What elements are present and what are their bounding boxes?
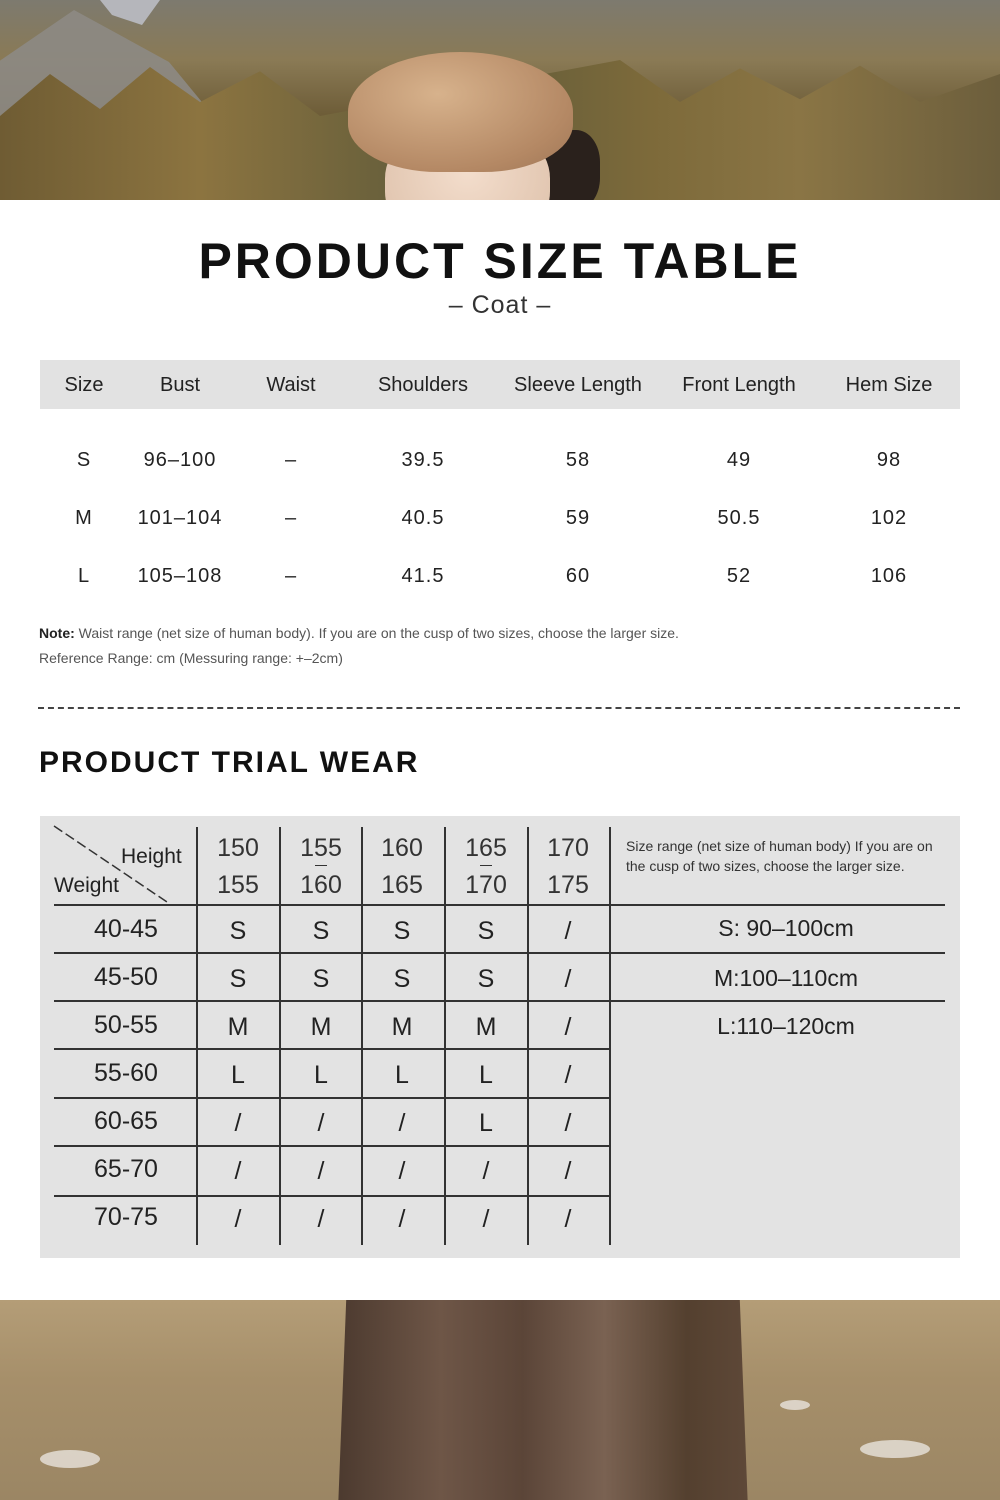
beret-hat [348,52,573,172]
size-cell: M [227,1013,249,1041]
size-table-header [40,360,960,409]
grid-line [54,1000,945,1002]
size-cell: / [482,1205,490,1233]
note-label: Note: [39,625,75,641]
weight-60-65: 60-65 [94,1107,158,1135]
size-cell: M [475,1013,497,1041]
size-cell: S [312,965,330,993]
height-min: 155 [300,834,342,862]
header-hem-size: Hem Size [845,374,933,396]
size-cell: / [234,1205,242,1233]
weight-axis-label: Weight [54,874,119,897]
grid-line [54,1145,610,1147]
header-sleeve-length: Sleeve Length [514,374,642,396]
table-row [40,449,960,479]
size-cell: M [391,1013,413,1041]
size-cell: L [231,1061,245,1089]
footer-photo [0,1300,1000,1500]
size-cell: / [398,1109,406,1137]
cell-waist: – [284,507,298,529]
size-cell: S [312,917,330,945]
height-min: 160 [381,834,423,862]
leather-skirt [338,1300,748,1500]
size-cell: L [314,1061,328,1089]
cell-shoulders: 39.5 [401,449,445,471]
cell-shoulders: 41.5 [401,565,445,587]
size-cell: / [234,1109,242,1137]
height-col-165-170 [445,830,527,904]
height-max: 170 [465,871,507,899]
cell-bust: 101–104 [137,507,223,529]
cell-size: L [77,565,91,587]
grid-line [54,1195,610,1197]
size-cell: / [564,1061,572,1089]
size-cell: / [564,1157,572,1185]
size-cell: / [317,1109,325,1137]
size-cell: / [564,917,572,945]
mountain-snow [100,0,160,25]
cell-hem: 106 [870,565,908,587]
weight-70-75: 70-75 [94,1203,158,1231]
pebble [860,1440,930,1458]
cell-waist: – [284,565,298,587]
pebble [40,1450,100,1468]
size-cell: L [395,1061,409,1089]
size-cell: S [229,917,247,945]
cell-size: S [76,449,92,471]
header-shoulders: Shoulders [377,374,469,396]
height-axis-label: Height [121,845,182,868]
height-max: 160 [300,871,342,899]
cell-sleeve: 58 [565,449,591,471]
weight-40-45: 40-45 [94,915,158,943]
height-min: 170 [547,834,589,862]
cell-hem: 102 [870,507,908,529]
grid-line [54,1048,610,1050]
size-cell: / [564,1109,572,1137]
size-cell: / [564,1013,572,1041]
weight-65-70: 65-70 [94,1155,158,1183]
cell-bust: 105–108 [137,565,223,587]
height-max: 175 [547,871,589,899]
size-cell: S [393,917,411,945]
size-cell: / [317,1157,325,1185]
size-cell: / [317,1205,325,1233]
cell-bust: 96–100 [143,449,217,471]
grid-line [54,952,945,954]
size-cell: / [564,965,572,993]
size-cell: S [477,965,495,993]
height-max: 165 [381,871,423,899]
height-col-155-160 [280,830,362,904]
height-col-150-155 [197,830,279,904]
size-cell: L [479,1061,493,1089]
height-col-170-175 [527,830,609,904]
height-col-160-165 [361,830,443,904]
grid-line [54,1097,610,1099]
range-l: L:110–120cm [717,1013,855,1039]
size-cell: M [310,1013,332,1041]
range-s: S: 90–100cm [718,915,854,941]
header-bust: Bust [159,374,201,396]
size-note [39,625,679,641]
size-table-title: PRODUCT SIZE TABLE [198,233,802,289]
cell-shoulders: 40.5 [401,507,445,529]
header-size: Size [64,374,104,396]
size-cell: / [398,1157,406,1185]
cell-size: M [75,507,93,529]
table-row [40,507,960,537]
size-cell: S [477,917,495,945]
size-cell: / [564,1205,572,1233]
header-waist: Waist [266,374,316,396]
size-range-note: Size range (net size of human body) If you are on the cusp of two sizes, choose the larger size. [626,838,933,874]
table-row [40,565,960,595]
height-min: 150 [217,834,259,862]
grid-line [54,904,945,906]
cell-front: 52 [726,565,752,587]
size-cell: / [398,1205,406,1233]
cell-hem: 98 [876,449,902,471]
size-cell: S [393,965,411,993]
note-text: Waist range (net size of human body). If you are on the cusp of two sizes, choose the larger size. [74,625,679,641]
cell-front: 49 [726,449,752,471]
grid-line [609,827,611,1245]
size-cell: / [482,1157,490,1185]
cell-sleeve: 60 [565,565,591,587]
weight-45-50: 45-50 [94,963,158,991]
size-cell: S [229,965,247,993]
section-divider [38,707,960,709]
weight-55-60: 55-60 [94,1059,158,1087]
size-cell: L [479,1109,493,1137]
header-photo [0,0,1000,200]
weight-50-55: 50-55 [94,1011,158,1039]
pebble [780,1400,810,1410]
cell-sleeve: 59 [565,507,591,529]
cell-front: 50.5 [717,507,761,529]
size-cell: / [234,1157,242,1185]
size-table-subtitle: – Coat – [448,291,552,319]
range-m: M:100–110cm [713,965,859,991]
reference-range: Reference Range: cm (Messuring range: +–2cm) [39,650,343,666]
cell-waist: – [284,449,298,471]
header-front-length: Front Length [682,374,796,396]
height-max: 155 [217,871,259,899]
trial-wear-title: PRODUCT TRIAL WEAR [39,746,420,779]
height-min: 165 [465,834,507,862]
